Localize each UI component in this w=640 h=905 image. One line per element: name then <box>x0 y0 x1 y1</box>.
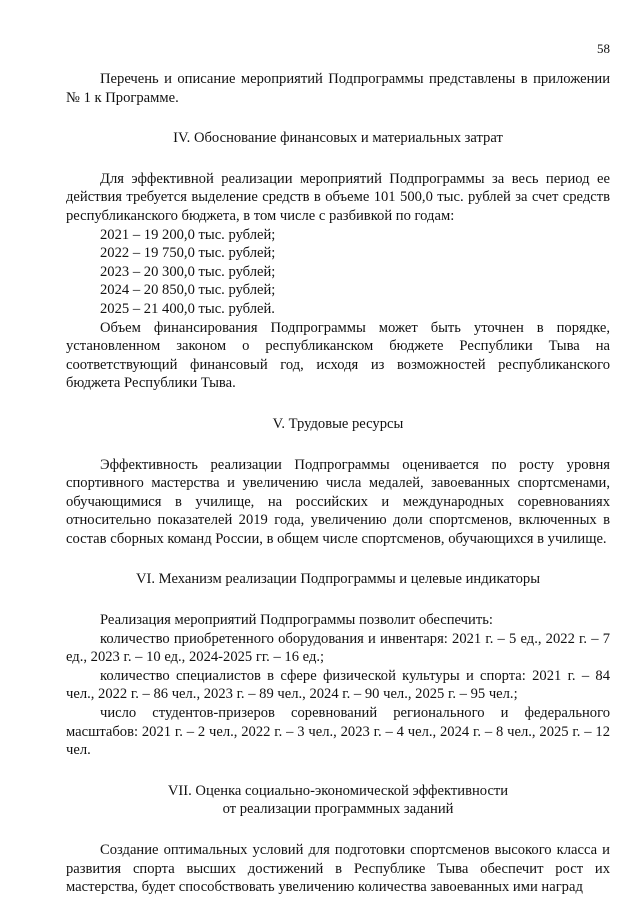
section-5-paragraph: Эффективность реализации Подпрограммы оценивается по росту уровня спортивного мастерства и увеличению числа медалей, завоеванных спортсменами, обучающимися в училище, на российских и международных соревнованиях относительно показателей 2019 года, увеличению доли спортсменов, включенных в состав сборных команд России, в общем числе спортсменов, обучающихся в училище. <box>66 456 610 547</box>
funding-year-item: 2023 – 20 300,0 тыс. рублей; <box>100 263 276 280</box>
funding-year-item: 2024 – 20 850,0 тыс. рублей; <box>100 282 276 299</box>
section-6-lead: Реализация мероприятий Подпрограммы позволит обеспечить: <box>100 612 493 629</box>
intro-paragraph: Перечень и описание мероприятий Подпрограммы представлены в приложении № 1 к Программе. <box>66 71 610 106</box>
funding-year-item: 2025 – 21 400,0 тыс. рублей. <box>100 300 275 317</box>
funding-year-item: 2021 – 19 200,0 тыс. рублей; <box>100 226 276 243</box>
indicator-item: количество специалистов в сфере физической культуры и спорта: 2021 г. – 84 чел., 2022 г. – 86 чел., 2023 г. – 89 чел., 2024 г. – 90 чел., 2025 г. – 95 чел.; <box>66 667 610 703</box>
funding-year-item: 2022 – 19 750,0 тыс. рублей; <box>100 245 276 262</box>
indicator-item: число студентов-призеров соревнований регионального и федерального масштабов: 2021 г. – 2 чел., 2022 г. – 3 чел., 2023 г. – 4 чел., 2024 г. – 8 чел., 2025 г. – 12 чел. <box>66 705 610 759</box>
indicator-item: количество приобретенного оборудования и инвентаря: 2021 г. – 5 ед., 2022 г. – 7 ед., 2023 г. – 10 ед., 2024-2025 гг. – 16 ед.; <box>66 630 610 666</box>
section-7-heading-line-2: от реализации программных заданий <box>222 801 454 818</box>
section-6-heading: VI. Механизм реализации Подпрограммы и целевые индикаторы <box>135 571 541 588</box>
section-4-paragraph: Для эффективной реализации мероприятий Подпрограммы за весь период ее действия требуется выделение средств в объеме 101 500,0 тыс. рублей за счет средств республиканского бюджета, в том числе с разбивкой по годам: <box>66 170 610 224</box>
section-7-heading-line-1: VII. Оценка социально-экономической эффективности <box>167 782 509 799</box>
page-number: 58 <box>597 41 610 56</box>
section-4-closing-paragraph: Объем финансирования Подпрограммы может быть уточнен в порядке, установленном законом о республиканском бюджете Республики Тыва на соответствующий финансовый год, исходя из возможностей республиканского бюджета Республики Тыва. <box>66 319 610 392</box>
section-4-heading: IV. Обоснование финансовых и материальных затрат <box>173 130 503 147</box>
section-7-paragraph: Создание оптимальных условий для подготовки спортсменов высокого класса и развития спорта высших достижений в Республике Тыва обеспечит рост их мастерства, будет способствовать увеличению количества завоеванных ими наград <box>66 842 610 896</box>
section-5-heading: V. Трудовые ресурсы <box>272 415 404 432</box>
document-body <box>66 70 610 897</box>
